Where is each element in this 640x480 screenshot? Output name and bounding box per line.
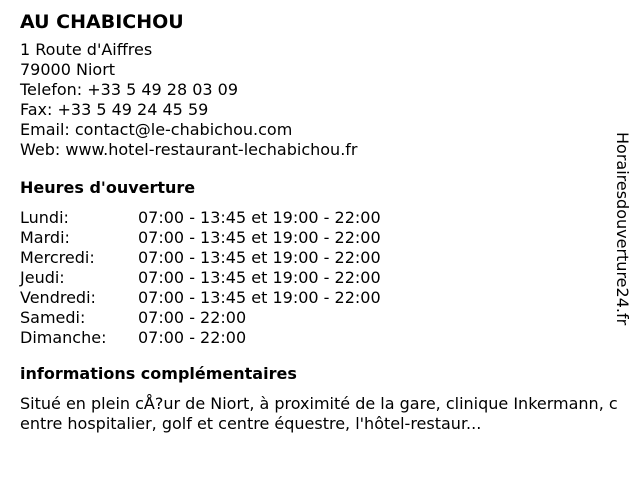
address-line-2: 79000 Niort <box>20 60 116 79</box>
email-line: Email: contact@le-chabichou.com <box>20 120 293 139</box>
day-label: Dimanche: <box>20 328 107 347</box>
info-heading: informations complémentaires <box>20 364 297 383</box>
day-label: Mercredi: <box>20 248 95 267</box>
business-card <box>20 10 620 434</box>
day-label: Lundi: <box>20 208 69 227</box>
day-label: Vendredi: <box>20 288 96 307</box>
info-description: Situé en plein cÅ?ur de Niort, à proximité de la gare, clinique Inkermann, centre hospitalier, golf et centre équestre, l'hôtel-restaur... <box>20 394 618 433</box>
hours-row-friday <box>20 288 620 308</box>
hours-heading: Heures d'ouverture <box>20 178 196 197</box>
time-range: 07:00 - 22:00 <box>138 308 247 327</box>
day-label: Mardi: <box>20 228 70 247</box>
hours-row-sunday <box>20 328 620 348</box>
hours-row-thursday <box>20 268 620 288</box>
hours-row-tuesday <box>20 228 620 248</box>
site-watermark: Horairesdouverture24.fr <box>613 132 632 326</box>
hours-row-monday <box>20 208 620 228</box>
hours-table <box>20 208 620 348</box>
contact-block <box>20 40 620 160</box>
day-label: Jeudi: <box>20 268 65 287</box>
time-range: 07:00 - 13:45 et 19:00 - 22:00 <box>138 248 381 267</box>
phone-line: Telefon: +33 5 49 28 03 09 <box>20 80 239 99</box>
hours-row-wednesday <box>20 248 620 268</box>
time-range: 07:00 - 13:45 et 19:00 - 22:00 <box>138 288 381 307</box>
time-range: 07:00 - 13:45 et 19:00 - 22:00 <box>138 228 381 247</box>
business-name: AU CHABICHOU <box>20 11 184 33</box>
time-range: 07:00 - 13:45 et 19:00 - 22:00 <box>138 268 381 287</box>
web-line: Web: www.hotel-restaurant-lechabichou.fr <box>20 140 358 159</box>
time-range: 07:00 - 22:00 <box>138 328 247 347</box>
time-range: 07:00 - 13:45 et 19:00 - 22:00 <box>138 208 381 227</box>
fax-line: Fax: +33 5 49 24 45 59 <box>20 100 209 119</box>
hours-row-saturday <box>20 308 620 328</box>
address-line-1: 1 Route d'Aiffres <box>20 40 153 59</box>
day-label: Samedi: <box>20 308 86 327</box>
